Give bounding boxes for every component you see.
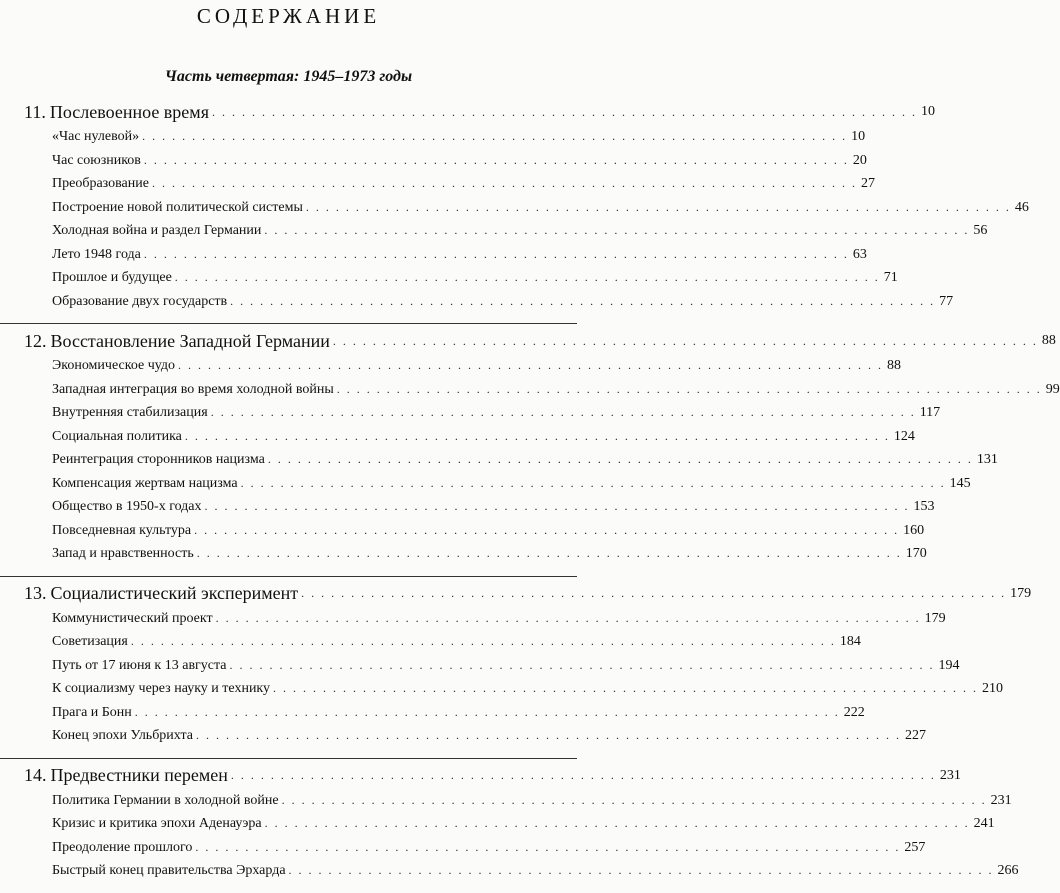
section-title: Преобразование — [52, 176, 149, 191]
dot-leader: . . . . . . . . . . . . . . . . . . . . . . . . . . . . . . . . . . . . . . . . . . . . . . . . . . . . . . . . . . . . . . . . . . . . . . . — [151, 176, 857, 190]
section-entry[interactable] — [0, 657, 960, 682]
dot-leader: . . . . . . . . . . . . . . . . . . . . . . . . . . . . . . . . . . . . . . . . . . . . . . . . . . . . . . . . . . . . . . . . . . . . . . . — [240, 475, 946, 490]
dot-leader: . . . . . . . . . . . . . . . . . . . . . . . . . . . . . . . . . . . . . . . . . . . . . . . . . . . . . . . . . . . . . . . . . . . . . . . — [230, 293, 936, 308]
chapter-number: 14. — [24, 765, 47, 785]
section-page: 179 — [924, 610, 946, 626]
section-entry[interactable] — [0, 792, 1012, 817]
dot-leader: . . . . . . . . . . . . . . . . . . . . . . . . . . . . . . . . . . . . . . . . . . . . . . . . . . . . . . . . . . . . . . . . . . . . . . . — [264, 223, 970, 237]
section-page: 117 — [919, 405, 941, 420]
section-entry[interactable] — [0, 428, 915, 453]
section-page: 160 — [903, 522, 925, 538]
part-title: Часть четвертая: 1945–1973 годы — [164, 68, 413, 85]
dot-leader: . . . . . . . . . . . . . . . . . . . . . . . . . . . . . . . . . . . . . . . . . . . . . . . . . . . . . . . . . . . . . . . . . . . . . . . — [211, 104, 917, 119]
section-page: 170 — [905, 546, 927, 561]
dot-leader: . . . . . . . . . . . . . . . . . . . . . . . . . . . . . . . . . . . . . . . . . . . . . . . . . . . . . . . . . . . . . . . . . . . . . . . — [178, 358, 883, 372]
section-entry[interactable] — [0, 475, 971, 500]
dot-leader: . . . . . . . . . . . . . . . . . . . . . . . . . . . . . . . . . . . . . . . . . . . . . . . . . . . . . . . . . . . . . . . . . . . . . . . — [195, 728, 901, 742]
section-entry[interactable] — [0, 816, 995, 840]
chapter-number: 13. — [24, 583, 47, 603]
chapter-block — [0, 576, 1032, 758]
chapter-title: Предвестники перемен — [50, 765, 228, 785]
section-page: 46 — [1014, 199, 1029, 215]
section-entry[interactable] — [0, 246, 867, 271]
section-page: 10 — [851, 129, 866, 144]
dot-leader: . . . . . . . . . . . . . . . . . . . . . . . . . . . . . . . . . . . . . . . . . . . . . . . . . . . . . . . . . . . . . . . . . . . . . . . — [229, 657, 935, 672]
section-page: 131 — [976, 452, 998, 467]
section-entry[interactable] — [0, 358, 901, 382]
dot-leader: . . . . . . . . . . . . . . . . . . . . . . . . . . . . . . . . . . . . . . . . . . . . . . . . . . . . . . . . . . . . . . . . . . . . . . . — [267, 452, 973, 466]
dot-leader: . . . . . . . . . . . . . . . . . . . . . . . . . . . . . . . . . . . . . . . . . . . . . . . . . . . . . . . . . . . . . . . . . . . . . . . — [204, 499, 910, 513]
section-entry[interactable] — [0, 839, 926, 864]
section-page: 63 — [852, 246, 867, 262]
section-page: 227 — [904, 728, 926, 743]
section-entry[interactable] — [0, 405, 941, 429]
dot-leader: . . . . . . . . . . . . . . . . . . . . . . . . . . . . . . . . . . . . . . . . . . . . . . . . . . . . . . . . . . . . . . . . . . . . . . . — [195, 839, 901, 854]
section-entry[interactable] — [0, 199, 1029, 224]
section-title: «Час нулевой» — [52, 129, 140, 144]
section-entry[interactable] — [0, 152, 867, 177]
chapter-entry[interactable] — [0, 577, 1032, 611]
dot-leader: . . . . . . . . . . . . . . . . . . . . . . . . . . . . . . . . . . . . . . . . . . . . . . . . . . . . . . . . . . . . . . . . . . . . . . . — [130, 634, 836, 648]
chapter-title: Восстановление Западной Германии — [50, 330, 330, 351]
dot-leader: . . . . . . . . . . . . . . . . . . . . . . . . . . . . . . . . . . . . . . . . . . . . . . . . . . . . . . . . . . . . . . . . . . . . . . . — [210, 405, 916, 419]
section-page: 222 — [843, 704, 865, 720]
section-title: Холодная война и раздел Германии — [52, 223, 262, 238]
section-entry[interactable] — [0, 610, 946, 635]
section-entry[interactable] — [0, 728, 926, 752]
section-entry[interactable] — [0, 452, 998, 476]
section-page: 210 — [982, 681, 1004, 696]
section-page: 153 — [913, 499, 935, 514]
section-entry[interactable] — [0, 499, 935, 523]
section-title: Конец эпохи Ульбрихта — [52, 728, 193, 743]
section-title: Реинтеграция сторонников нацизма — [52, 452, 265, 467]
section-title: Советизация — [52, 634, 128, 649]
section-entry[interactable] — [0, 176, 875, 200]
section-title: Общество в 1950-х годах — [52, 499, 202, 514]
section-entry[interactable] — [0, 522, 925, 547]
section-page: 71 — [883, 270, 898, 285]
section-entry[interactable] — [0, 381, 1060, 406]
chapter-title: Социалистический эксперимент — [50, 583, 299, 603]
section-title: Коммунистический проект — [52, 610, 213, 626]
section-page: 20 — [852, 152, 867, 168]
chapter-number: 11. — [24, 101, 46, 122]
dot-leader: . . . . . . . . . . . . . . . . . . . . . . . . . . . . . . . . . . . . . . . . . . . . . . . . . . . . . . . . . . . . . . . . . . . . . . . — [288, 863, 994, 877]
section-title: Путь от 17 июня к 13 августа — [52, 657, 227, 673]
dot-leader: . . . . . . . . . . . . . . . . . . . . . . . . . . . . . . . . . . . . . . . . . . . . . . . . . . . . . . . . . . . . . . . . . . . . . . . — [184, 428, 890, 443]
section-title: Образование двух государств — [52, 293, 228, 309]
section-title: Час союзников — [52, 152, 141, 168]
dot-leader: . . . . . . . . . . . . . . . . . . . . . . . . . . . . . . . . . . . . . . . . . . . . . . . . . . . . . . . . . . . . . . . . . . . . . . . — [264, 816, 970, 830]
dot-leader: . . . . . . . . . . . . . . . . . . . . . . . . . . . . . . . . . . . . . . . . . . . . . . . . . . . . . . . . . . . . . . . . . . . . . . . — [134, 704, 840, 719]
section-entry[interactable] — [0, 704, 865, 729]
section-title: Экономическое чудо — [52, 358, 175, 373]
section-page: 27 — [860, 176, 875, 191]
section-title: Социальная политика — [52, 428, 182, 444]
section-page: 124 — [893, 428, 915, 444]
section-page: 231 — [990, 792, 1012, 808]
section-page: 88 — [887, 358, 901, 373]
section-title: Компенсация жертвам нацизма — [52, 475, 238, 491]
section-entry[interactable] — [0, 681, 1004, 705]
dot-leader: . . . . . . . . . . . . . . . . . . . . . . . . . . . . . . . . . . . . . . . . . . . . . . . . . . . . . . . . . . . . . . . . . . . . . . . — [301, 586, 1007, 600]
dot-leader: . . . . . . . . . . . . . . . . . . . . . . . . . . . . . . . . . . . . . . . . . . . . . . . . . . . . . . . . . . . . . . . . . . . . . . . — [273, 681, 979, 695]
section-title: Запад и нравственность — [52, 546, 194, 561]
section-entry[interactable] — [0, 863, 1019, 887]
dot-leader: . . . . . . . . . . . . . . . . . . . . . . . . . . . . . . . . . . . . . . . . . . . . . . . . . . . . . . . . . . . . . . . . . . . . . . . — [143, 152, 849, 167]
section-page: 257 — [904, 839, 926, 855]
dot-leader: . . . . . . . . . . . . . . . . . . . . . . . . . . . . . . . . . . . . . . . . . . . . . . . . . . . . . . . . . . . . . . . . . . . . . . . — [142, 129, 848, 143]
section-title: Повседневная культура — [52, 522, 192, 538]
dot-leader: . . . . . . . . . . . . . . . . . . . . . . . . . . . . . . . . . . . . . . . . . . . . . . . . . . . . . . . . . . . . . . . . . . . . . . . — [196, 546, 902, 560]
dot-leader: . . . . . . . . . . . . . . . . . . . . . . . . . . . . . . . . . . . . . . . . . . . . . . . . . . . . . . . . . . . . . . . . . . . . . . . — [336, 381, 1042, 396]
section-page: 184 — [839, 634, 861, 649]
section-entry[interactable] — [0, 223, 988, 247]
dot-leader: . . . . . . . . . . . . . . . . . . . . . . . . . . . . . . . . . . . . . . . . . . . . . . . . . . . . . . . . . . . . . . . . . . . . . . . — [332, 333, 1038, 348]
chapter-number: 12. — [24, 330, 47, 351]
chapter-page: 179 — [1010, 585, 1032, 601]
section-page: 145 — [949, 475, 971, 491]
section-page: 194 — [938, 657, 960, 673]
section-entry[interactable] — [0, 270, 898, 294]
chapter-title: Послевоенное время — [49, 101, 209, 122]
section-page: 241 — [973, 816, 995, 831]
chapter-entry[interactable] — [0, 324, 1056, 358]
chapter-page: 10 — [920, 104, 935, 119]
chapter-block — [0, 323, 1060, 576]
section-entry[interactable] — [0, 634, 861, 658]
dot-leader: . . . . . . . . . . . . . . . . . . . . . . . . . . . . . . . . . . . . . . . . . . . . . . . . . . . . . . . . . . . . . . . . . . . . . . . — [174, 270, 880, 284]
chapter-entry[interactable] — [0, 759, 961, 793]
section-title: Прага и Бонн — [52, 704, 132, 720]
dot-leader: . . . . . . . . . . . . . . . . . . . . . . . . . . . . . . . . . . . . . . . . . . . . . . . . . . . . . . . . . . . . . . . . . . . . . . . — [143, 246, 849, 261]
chapter-page: 88 — [1041, 333, 1056, 348]
chapter-page: 231 — [939, 767, 961, 783]
section-title: Лето 1948 года — [52, 246, 141, 262]
section-title: Преодоление прошлого — [52, 839, 193, 855]
section-entry[interactable] — [0, 546, 927, 570]
section-entry[interactable] — [0, 293, 954, 318]
dot-leader: . . . . . . . . . . . . . . . . . . . . . . . . . . . . . . . . . . . . . . . . . . . . . . . . . . . . . . . . . . . . . . . . . . . . . . . — [281, 792, 987, 807]
section-title: К социализму через науку и технику — [52, 681, 271, 696]
dot-leader: . . . . . . . . . . . . . . . . . . . . . . . . . . . . . . . . . . . . . . . . . . . . . . . . . . . . . . . . . . . . . . . . . . . . . . . — [194, 522, 900, 537]
section-entry[interactable] — [0, 129, 866, 153]
section-title: Прошлое и будущее — [52, 270, 172, 285]
section-title: Быстрый конец правительства Эрхарда — [52, 863, 286, 878]
page-title: СОДЕРЖАНИЕ — [196, 4, 381, 28]
section-title: Построение новой политической системы — [52, 199, 303, 215]
section-page: 99 — [1045, 381, 1060, 397]
section-page: 56 — [973, 223, 988, 238]
section-title: Кризис и критика эпохи Аденауэра — [52, 816, 262, 831]
chapter-block — [0, 95, 1029, 323]
chapter-block — [0, 758, 1019, 893]
dot-leader: . . . . . . . . . . . . . . . . . . . . . . . . . . . . . . . . . . . . . . . . . . . . . . . . . . . . . . . . . . . . . . . . . . . . . . . — [230, 768, 936, 782]
section-title: Политика Германии в холодной войне — [52, 792, 279, 808]
dot-leader: . . . . . . . . . . . . . . . . . . . . . . . . . . . . . . . . . . . . . . . . . . . . . . . . . . . . . . . . . . . . . . . . . . . . . . . — [305, 199, 1011, 214]
section-title: Западная интеграция во время холодной войны — [52, 381, 334, 397]
section-page: 77 — [939, 293, 954, 309]
dot-leader: . . . . . . . . . . . . . . . . . . . . . . . . . . . . . . . . . . . . . . . . . . . . . . . . . . . . . . . . . . . . . . . . . . . . . . . — [215, 610, 921, 625]
table-of-contents — [0, 95, 1060, 893]
section-title: Внутренняя стабилизация — [52, 405, 208, 420]
section-page: 266 — [997, 863, 1019, 878]
chapter-entry[interactable] — [0, 95, 935, 129]
